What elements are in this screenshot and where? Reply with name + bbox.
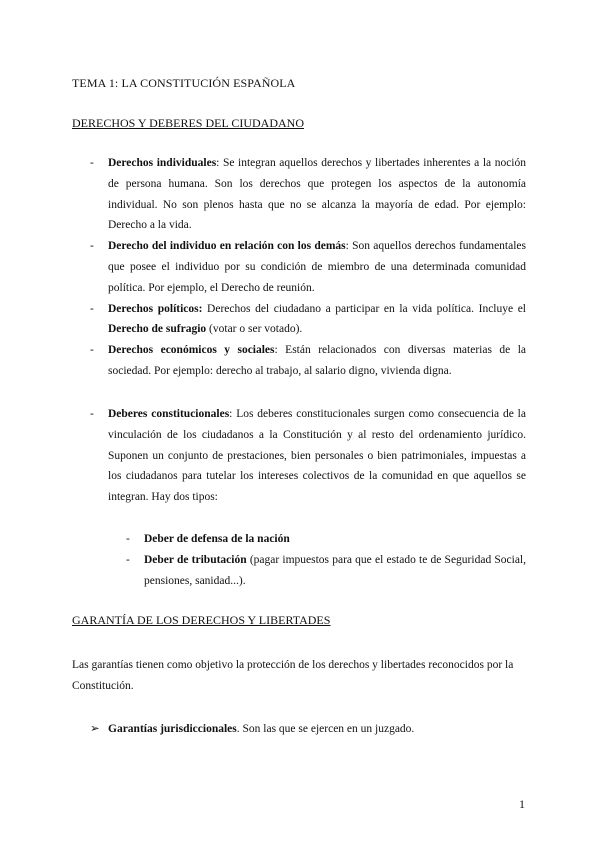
- item-term: Deber de tributación: [144, 553, 247, 566]
- item-text: : Se integran aquellos derechos y libertades inherentes a la noción de persona humana. Son los derechos que protegen los aspectos de la autonomía individual. No son plenos hasta que no se alcanza la mayoría de edad. Por ejemplo: Derecho a la vida.: [108, 157, 527, 232]
- bullet-dash: -: [90, 344, 94, 357]
- page-number: 1: [519, 797, 525, 811]
- item-text: : Están relacionados con diversas materias de la sociedad. Por ejemplo: derecho al trabajo, al salario digno, vivienda digna.: [108, 344, 526, 377]
- list-item-individual-others-rights: [90, 236, 526, 298]
- item-term: Garantías jurisdiccionales: [108, 723, 237, 735]
- section-heading-rights-duties: DERECHOS Y DEBERES DEL CIUDADANO: [72, 116, 304, 130]
- bullet-dash: -: [126, 533, 130, 545]
- item-text: (pagar impuestos para que el estado te de Seguridad Social, pensiones, sanidad...).: [144, 553, 526, 587]
- item-term: Derechos individuales: [108, 157, 217, 169]
- item-text: : Los deberes constitucionales surgen como consecuencia de la vinculación de los ciudadanos a la Constitución y al resto del ordenamiento jurídico. Suponen un conjunto de prestaciones, bien personales o bien patrimoniales, impuestas a los ciudadanos para tutelar los intereses colectivos de la comunidad en que aquellos se integran. Hay dos tipos:: [108, 408, 526, 504]
- list-item-individual-rights: [90, 153, 526, 236]
- rights-list: [90, 153, 526, 382]
- item-term: Derecho del individuo en relación con los demás: [108, 240, 346, 253]
- bullet-dash: -: [90, 408, 94, 420]
- document-title: TEMA 1: LA CONSTITUCIÓN ESPAÑOLA: [72, 76, 296, 90]
- list-item-jurisdictional-guarantees: [90, 719, 526, 740]
- item-term: Derechos económicos y sociales: [108, 344, 275, 357]
- list-item-constitutional-duties: [90, 404, 526, 508]
- list-item-defense-duty: [126, 529, 526, 550]
- section-heading-guarantees: GARANTÍA DE LOS DERECHOS Y LIBERTADES: [72, 613, 331, 627]
- duty-types-list: [126, 529, 526, 591]
- bullet-dash: -: [90, 157, 94, 169]
- list-item-economic-social-rights: [90, 340, 526, 382]
- item-term: Deberes constitucionales: [108, 408, 230, 420]
- item-text: . Son las que se ejercen en un juzgado.: [236, 723, 415, 735]
- item-text: : Son aquellos derechos fundamentales que posee el individuo por su condición de miembro de una determinada comunidad política. Por ejemplo, el Derecho de reunión.: [108, 240, 527, 294]
- list-item-political-rights: [90, 299, 526, 341]
- guarantees-paragraph: Las garantías tienen como objetivo la protección de los derechos y libertades reconocidos por la Constitución.: [72, 659, 514, 692]
- list-item-tax-duty: [126, 550, 526, 592]
- item-term: Deber de defensa de la nación: [144, 533, 290, 545]
- bullet-dash: -: [90, 240, 94, 253]
- item-text: Derechos del ciudadano a participar en la vida política. Incluye el: [202, 302, 526, 315]
- item-term-secondary: Derecho de sufragio: [108, 323, 207, 336]
- bullet-dash: -: [126, 553, 130, 566]
- duties-list: [90, 404, 526, 508]
- arrow-bullet-icon: ➢: [90, 723, 100, 735]
- item-text-secondary: (votar o ser votado).: [206, 323, 303, 336]
- item-term: Derechos políticos:: [108, 302, 203, 315]
- bullet-dash: -: [90, 302, 94, 315]
